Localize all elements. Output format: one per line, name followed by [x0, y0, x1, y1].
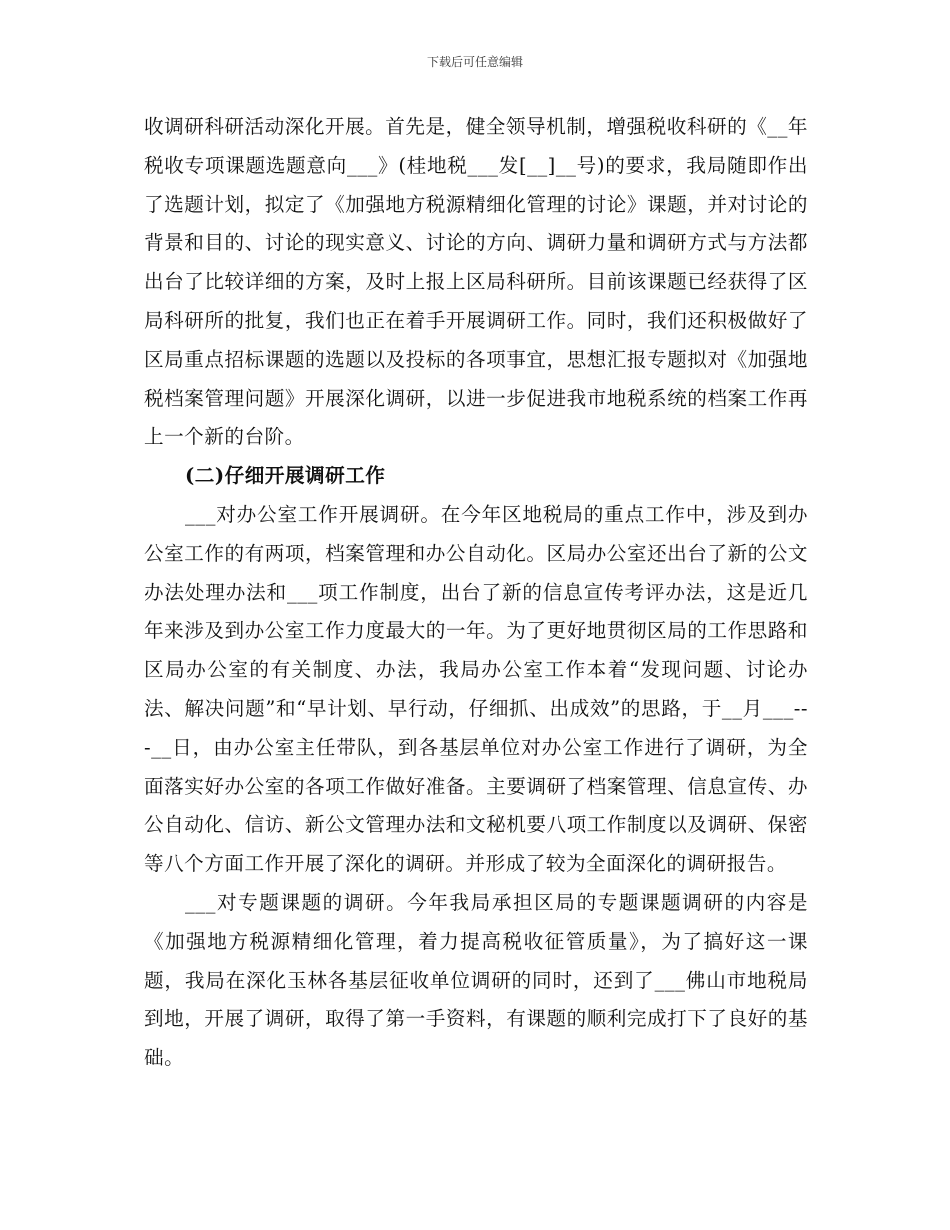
- paragraph-office-research: ___对办公室工作开展调研。在今年区地税局的重点工作中，涉及到办公室工作的有两项，档案管理和办公自动化。区局办公室还出台了新的公文办法处理办法和___项工作制度，出台了新的信息宣传考评办法，这是近几年来涉及到办公室工作力度最大的一年。为了更好地贯彻区局的工作思路和区局办公室的有关制度、办法，我局办公室工作本着“发现问题、讨论办法、解决问题”和“早计划、早行动，仔细抓、出成效”的思路，于__月___---__日，由办公室主任带队，到各基层单位对办公室工作进行了调研，为全面落实好办公室的各项工作做好准备。主要调研了档案管理、信息宣传、办公自动化、信访、新公文管理办法和文秘机要八项工作制度以及调研、保密等八个方面工作开展了深化的调研。并形成了较为全面深化的调研报告。: [144, 502, 808, 876]
- page-header-note: 下载后可任意编辑: [426, 55, 523, 69]
- document-body: [144, 108, 808, 1078]
- paragraph-topic-research: ___对专题课题的调研。今年我局承担区局的专题课题调研的内容是《加强地方税源精细化管理，着力提高税收征管质量》，为了搞好这一课题，我局在深化玉林各基层征收单位调研的同时，还到了___佛山市地税局到地，开展了调研，取得了第一手资料，有课题的顺利完成打下了良好的基础。: [144, 890, 808, 1070]
- section-heading-research-work: (二)仔细开展调研工作: [185, 464, 386, 488]
- paragraph-research-planning: 收调研科研活动深化开展。首先是，健全领导机制，增强税收科研的《__年税收专项课题选题意向___》(桂地税___发[__]__号)的要求，我局随即作出了选题计划，拟定了《加强地方税源精细化管理的讨论》课题，并对讨论的背景和目的、讨论的现实意义、讨论的方向、调研力量和调研方式与方法都出台了比较详细的方案，及时上报上区局科研所。目前该课题已经获得了区局科研所的批复，我们也正在着手开展调研工作。同时，我们还积极做好了区局重点招标课题的选题以及投标的各项事宜，思想汇报专题拟对《加强地税档案管理问题》开展深化调研，以进一步促进我市地税系统的档案工作再上一个新的台阶。: [144, 115, 808, 449]
